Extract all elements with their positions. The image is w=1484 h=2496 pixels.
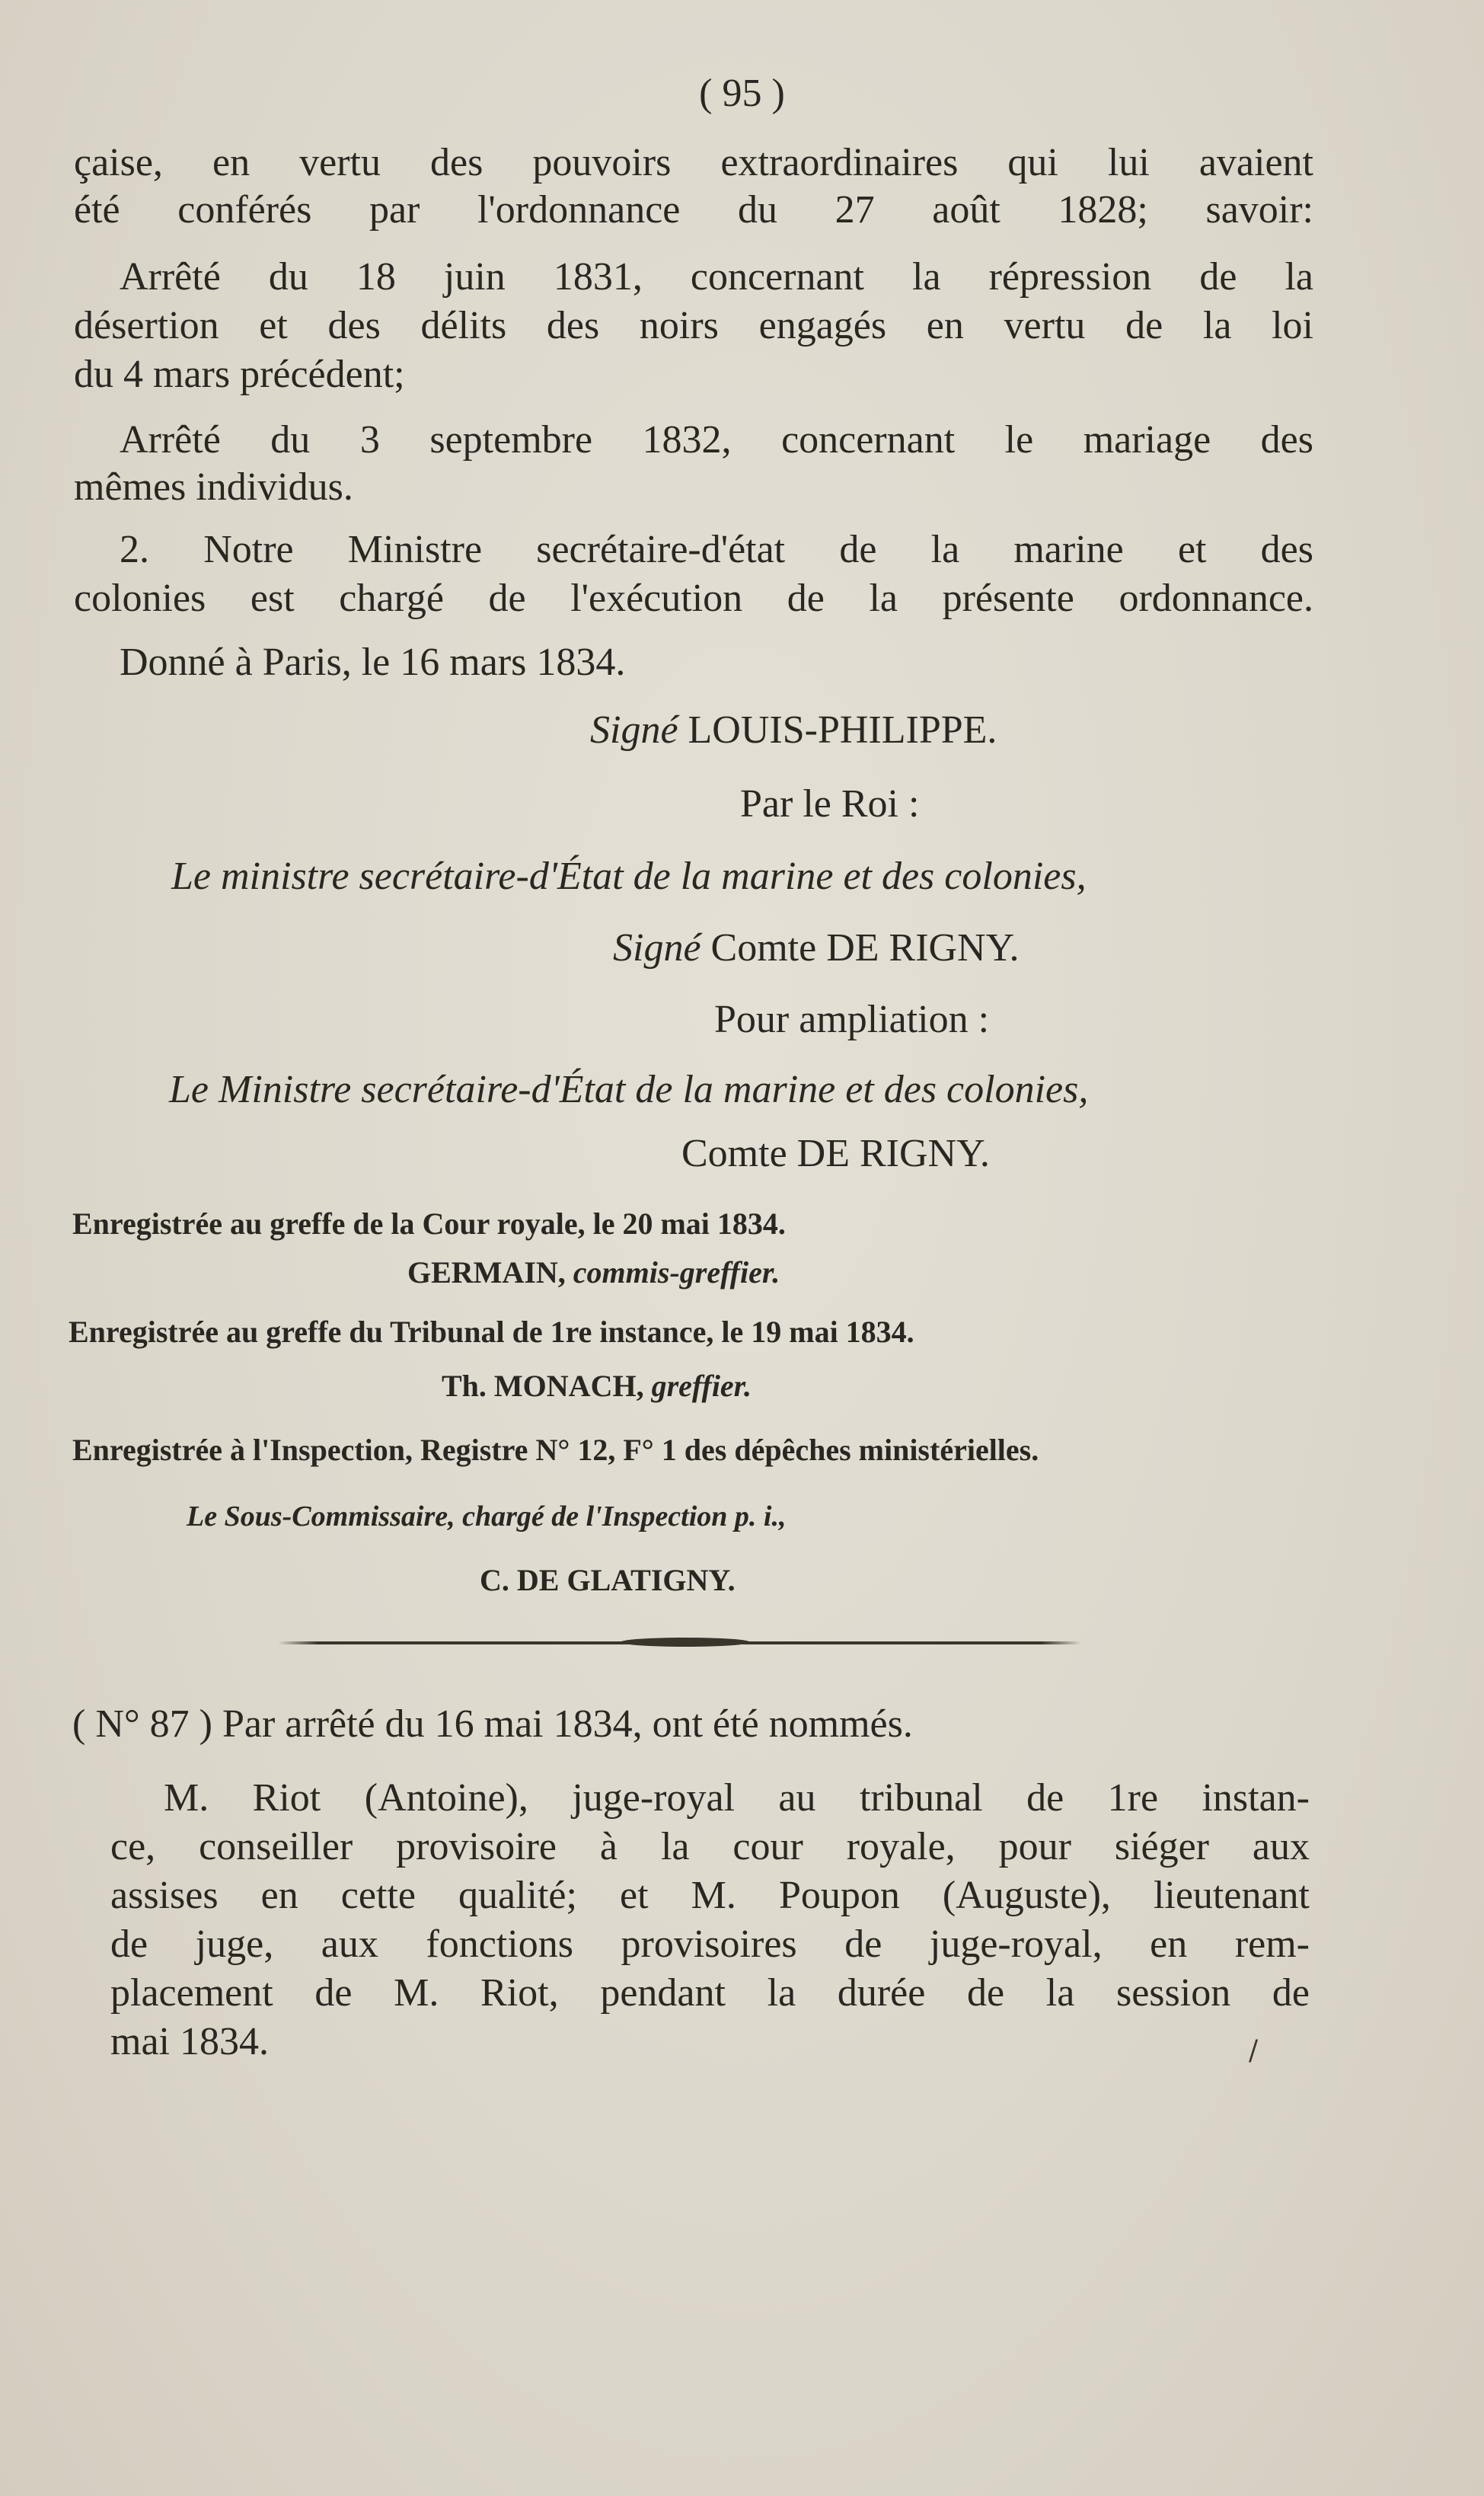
signed-label: Signé (613, 926, 701, 970)
minister-signature-line (613, 925, 1222, 972)
text-line: 2. Notre Ministre secrétaire-d'état de la marine et des (120, 528, 1313, 571)
section-divider (278, 1641, 1081, 1644)
text-line: placement de M. Riot, pendant la durée de la session de (110, 1971, 1310, 2015)
text-line: désertion et des délits des noirs engagés en vertu de la loi (74, 304, 1313, 347)
arrete-87-heading: ( N° 87 ) Par arrêté du 16 mai 1834, ont été nommés. (72, 1702, 913, 1746)
text-line: ce, conseiller provisoire à la cour royale, pour siéger aux (110, 1825, 1310, 1868)
text-line: de juge, aux fonctions provisoires de juge-royal, en rem- (110, 1922, 1310, 1966)
minister-name: Comte DE RIGNY. (710, 926, 1020, 970)
text-line: çaise, en vertu des pouvoirs extraordinaires qui lui avaient (74, 141, 1313, 184)
minister-title: Le ministre secrétaire-d'État de la marine et des colonies, (171, 855, 1087, 898)
registration-signatory: Th. MONACH, greffier. (442, 1369, 752, 1403)
text-line: mêmes individus. (74, 465, 353, 509)
page-number: ( 95 ) (699, 72, 785, 115)
text-line: Arrêté du 18 juin 1831, concernant la répression de la (120, 255, 1313, 299)
signed-label: Signé (590, 708, 678, 752)
king-name: LOUIS-PHILIPPE. (688, 708, 997, 752)
registration-inspection: Enregistrée à l'Inspection, Registre N° 12, F° 1 des dépêches ministérielles. (72, 1433, 1039, 1467)
text-line: mai 1834. (110, 2020, 269, 2063)
ink-mark: / (1249, 2035, 1259, 2066)
text-line: M. Riot (Antoine), juge-royal au tribunal de 1re instan- (164, 1776, 1310, 1820)
ampliation-label: Pour ampliation : (714, 998, 990, 1041)
registration-tribunal: Enregistrée au greffe du Tribunal de 1re instance, le 19 mai 1834. (69, 1315, 914, 1349)
registration-signatory: GERMAIN, commis-greffier. (407, 1255, 780, 1290)
registration-cour-royale: Enregistrée au greffe de la Cour royale, le 20 mai 1834. (72, 1206, 786, 1241)
text-line: été conférés par l'ordonnance du 27 août 1828; savoir: (74, 188, 1313, 232)
clerk-name: Th. MONACH (442, 1369, 637, 1403)
text-line: assises en cette qualité; et M. Poupon (Auguste), lieutenant (110, 1874, 1310, 1917)
text-line: Arrêté du 3 septembre 1832, concernant le mariage des (120, 418, 1313, 462)
text-line: du 4 mars précédent; (74, 353, 405, 396)
king-signature-line (590, 707, 1199, 754)
clerk-name: GERMAIN (407, 1255, 558, 1290)
minister-title-2: Le Ministre secrétaire-d'État de la marine et des colonies, (169, 1068, 1089, 1111)
clerk-title: commis-greffier. (573, 1255, 780, 1290)
minister-name-2: Comte DE RIGNY. (681, 1132, 990, 1175)
clerk-title: greffier. (651, 1369, 752, 1403)
par-le-roi: Par le Roi : (740, 782, 920, 826)
text-line: colonies est chargé de l'exécution de la présente ordonnance. (74, 577, 1313, 620)
inspector-name: C. DE GLATIGNY. (480, 1563, 736, 1597)
sous-commissaire-line: Le Sous-Commissaire, chargé de l'Inspection p. i., (187, 1500, 787, 1532)
dated-line: Donné à Paris, le 16 mars 1834. (120, 641, 626, 684)
